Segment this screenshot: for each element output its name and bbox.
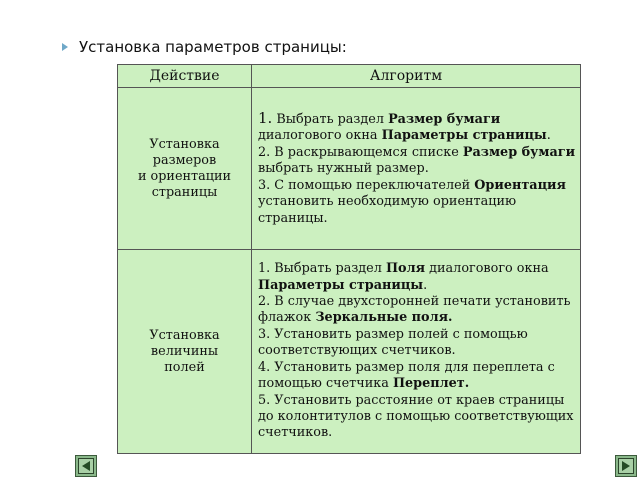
bullet-icon xyxy=(62,43,68,51)
heading-text: Установка параметров страницы: xyxy=(79,38,347,56)
step: 3. Установить размер полей с помощью соответствующих счетчиков. xyxy=(258,326,528,359)
algorithm-cell xyxy=(252,88,581,250)
step: 2. В раскрывающемся списке Размер бумаги выбрать нужный размер. xyxy=(258,144,576,177)
header-action: Действие xyxy=(118,65,252,88)
step: 4. Установить размер поля для переплета с помощью счетчика Переплет. xyxy=(258,359,555,392)
action-line: Установка xyxy=(149,327,220,343)
action-line: величины xyxy=(150,343,219,359)
prev-slide-button[interactable] xyxy=(75,455,97,477)
table-header-row xyxy=(118,65,581,88)
left-arrow-icon xyxy=(82,461,90,471)
action-line: Установка xyxy=(149,136,220,152)
step: 1. Выбрать раздел Размер бумаги диалогового окна Параметры страницы. xyxy=(258,109,551,144)
step: 5. Установить расстояние от краев страницы до колонтитулов с помощью соответствующих счетчиков. xyxy=(258,392,574,441)
action-line: и ориентации xyxy=(137,168,232,184)
action-line: полей xyxy=(164,359,205,375)
slide-heading xyxy=(62,38,347,56)
table-row xyxy=(118,88,581,250)
next-slide-button[interactable] xyxy=(615,455,637,477)
step: 1. Выбрать раздел Поля диалогового окна Параметры страницы. xyxy=(258,261,549,293)
settings-table xyxy=(117,64,581,454)
action-cell xyxy=(118,250,252,454)
action-cell xyxy=(118,88,252,250)
header-algorithm: Алгоритм xyxy=(252,65,581,88)
table-row xyxy=(118,250,581,454)
action-line: страницы xyxy=(151,184,218,200)
step: 3. С помощью переключателей Ориентация установить необходимую ориентацию страницы. xyxy=(258,177,566,226)
algorithm-cell xyxy=(252,250,581,454)
right-arrow-icon xyxy=(622,461,630,471)
step: 2. В случае двухсторонней печати установить флажок Зеркальные поля. xyxy=(258,294,571,326)
action-line: размеров xyxy=(152,152,217,168)
